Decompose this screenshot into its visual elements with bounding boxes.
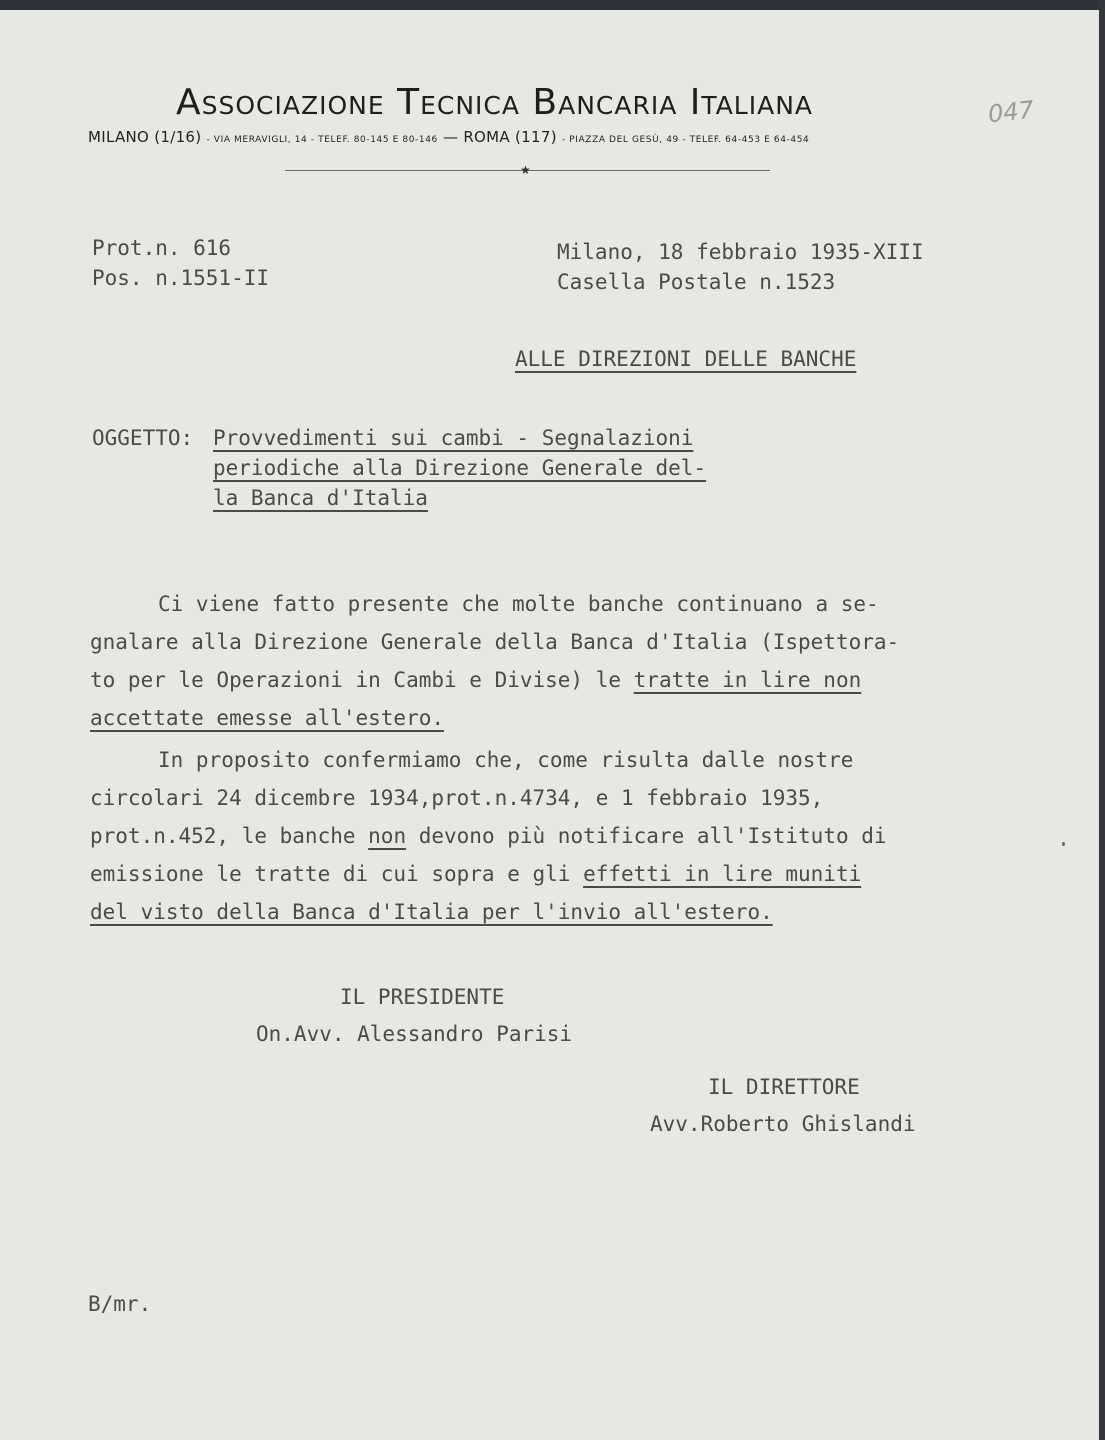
body-line: gnalare alla Direzione Generale della Banca d'Italia (Ispettora- bbox=[90, 630, 900, 654]
underlined-body-line: accettate emesse all'estero. bbox=[90, 706, 445, 730]
position-number: Pos. n.1551-II bbox=[92, 266, 270, 290]
subject-line: Provvedimenti sui cambi - Segnalazioni bbox=[213, 426, 694, 450]
body-line: Ci viene fatto presente che molte banche continuano a se- bbox=[158, 592, 879, 616]
director-title: IL DIRETTORE bbox=[708, 1075, 860, 1099]
protocol-number: Prot.n. 616 bbox=[92, 236, 232, 260]
scan-top-border bbox=[0, 0, 1105, 10]
body-line bbox=[90, 668, 861, 692]
scan-right-border bbox=[1099, 0, 1105, 1440]
body-line bbox=[90, 824, 887, 848]
body-line bbox=[90, 862, 861, 886]
roma-city: ROMA (117) bbox=[463, 128, 557, 146]
underlined-text: non bbox=[368, 824, 407, 848]
subject-line: periodiche alla Direzione Generale del- bbox=[213, 456, 707, 480]
letter-page bbox=[0, 10, 1099, 1440]
body-text: emissione le tratte di cui sopra e gli bbox=[90, 862, 584, 886]
underlined-text: effetti in lire muniti bbox=[583, 862, 862, 886]
letter-date: Milano, 18 febbraio 1935-XIII bbox=[557, 240, 924, 264]
body-text: prot.n.452, le banche bbox=[90, 824, 369, 848]
subject-line: la Banca d'Italia bbox=[213, 486, 428, 510]
body-line: In proposito confermiamo che, come risulta dalle nostre bbox=[158, 748, 854, 772]
milano-details: - VIA MERAVIGLI, 14 - TELEF. 80-145 E 80-146 bbox=[206, 135, 438, 145]
address-separator: — bbox=[442, 128, 459, 146]
paper-speck bbox=[1062, 842, 1065, 846]
po-box: Casella Postale n.1523 bbox=[557, 270, 836, 294]
roma-details: - PIAZZA DEL GESÙ, 49 - TELEF. 64-453 E 64-454 bbox=[561, 135, 810, 145]
body-text: to per le Operazioni in Cambi e Divise) le bbox=[90, 668, 634, 692]
body-line: circolari 24 dicembre 1934,prot.n.4734, e 1 febbraio 1935, bbox=[90, 786, 824, 810]
underlined-text: tratte in lire non bbox=[633, 668, 862, 692]
typist-initials: B/mr. bbox=[88, 1292, 152, 1316]
body-text: devono più notificare all'Istituto di bbox=[406, 824, 887, 848]
recipient-line: ALLE DIREZIONI DELLE BANCHE bbox=[515, 347, 857, 371]
subject-label: OGGETTO: bbox=[92, 426, 194, 450]
star-ornament: ★ bbox=[520, 163, 531, 177]
milano-city: MILANO (1/16) bbox=[88, 128, 202, 146]
archive-number: 047 bbox=[986, 95, 1036, 129]
president-title: IL PRESIDENTE bbox=[340, 985, 505, 1009]
director-name: Avv.Roberto Ghislandi bbox=[650, 1112, 916, 1136]
letterhead-address bbox=[88, 128, 809, 146]
underlined-body-line: del visto della Banca d'Italia per l'invio all'estero. bbox=[90, 900, 773, 924]
letterhead-title: Associazione Tecnica Bancaria Italiana bbox=[176, 82, 814, 123]
president-name: On.Avv. Alessandro Parisi bbox=[256, 1022, 573, 1046]
